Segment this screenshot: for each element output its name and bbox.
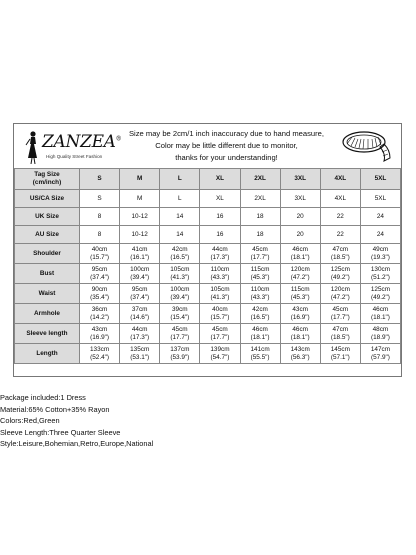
- table-cell: 46cm (18.1"): [280, 324, 320, 344]
- table-cell: S: [80, 190, 120, 208]
- table-cell: 40cm (15.7"): [80, 244, 120, 264]
- table-cell: XL: [200, 190, 240, 208]
- product-info: [0, 392, 153, 450]
- table-cell: 115cm (45.3"): [280, 284, 320, 304]
- table-cell: 46cm (18.1"): [280, 244, 320, 264]
- table-cell: 45cm (17.7"): [200, 324, 240, 344]
- row-label: Shoulder: [15, 244, 80, 264]
- table-cell: 105cm (41.3"): [160, 264, 200, 284]
- table-row: [15, 264, 401, 284]
- table-cell: 22: [320, 208, 360, 226]
- info-colors: Colors:Red,Green: [0, 416, 60, 426]
- table-cell: 5XL: [360, 190, 400, 208]
- table-row: [15, 304, 401, 324]
- measurement-notice: [124, 128, 329, 164]
- table-cell: 24: [360, 226, 400, 244]
- table-cell: 141cm (55.5"): [240, 344, 280, 364]
- table-cell: 45cm (17.7"): [240, 244, 280, 264]
- size-header: 2XL: [240, 169, 280, 190]
- info-sleeve-length: Sleeve Length:Three Quarter Sleeve: [0, 427, 121, 437]
- row-label: Length: [15, 344, 80, 364]
- table-cell: 43cm (16.9"): [280, 304, 320, 324]
- row-label: UK Size: [15, 208, 80, 226]
- table-cell: 45cm (17.7"): [320, 304, 360, 324]
- table-row: [15, 190, 401, 208]
- table-cell: 125cm (49.2"): [320, 264, 360, 284]
- row-label: Bust: [15, 264, 80, 284]
- brand-logo: [24, 130, 122, 166]
- table-cell: 42cm (16.5"): [240, 304, 280, 324]
- table-cell: 44cm (17.3"): [200, 244, 240, 264]
- measuring-tape-icon: [340, 128, 392, 164]
- table-cell: 36cm (14.2"): [80, 304, 120, 324]
- table-cell: 24: [360, 208, 400, 226]
- table-cell: 47cm (18.5"): [320, 244, 360, 264]
- table-cell: 145cm (57.1"): [320, 344, 360, 364]
- table-cell: 4XL: [320, 190, 360, 208]
- size-header: 5XL: [360, 169, 400, 190]
- table-cell: 45cm (17.7"): [160, 324, 200, 344]
- tag-size-header: Tag Size (cm/inch): [15, 169, 80, 190]
- table-cell: L: [160, 190, 200, 208]
- table-cell: 48cm (18.9"): [360, 324, 400, 344]
- size-header: 4XL: [320, 169, 360, 190]
- table-cell: M: [120, 190, 160, 208]
- size-header: L: [160, 169, 200, 190]
- table-cell: 39cm (15.4"): [160, 304, 200, 324]
- row-label: Sleeve length: [15, 324, 80, 344]
- table-header-row: [15, 169, 401, 190]
- table-cell: 47cm (18.5"): [320, 324, 360, 344]
- table-cell: 14: [160, 226, 200, 244]
- table-cell: 20: [280, 226, 320, 244]
- table-cell: 8: [80, 208, 120, 226]
- table-cell: 46cm (18.1"): [360, 304, 400, 324]
- table-cell: 120cm (47.2"): [320, 284, 360, 304]
- brand-tagline: High Quality Street Fashion: [46, 154, 103, 159]
- table-cell: 120cm (47.2"): [280, 264, 320, 284]
- table-cell: 43cm (16.9"): [80, 324, 120, 344]
- table-row: [15, 244, 401, 264]
- brand-name: ZANZEA®: [42, 132, 122, 152]
- table-cell: 147cm (57.9"): [360, 344, 400, 364]
- table-cell: 8: [80, 226, 120, 244]
- size-header: 3XL: [280, 169, 320, 190]
- table-cell: 46cm (18.1"): [240, 324, 280, 344]
- table-cell: 100cm (39.4"): [160, 284, 200, 304]
- size-header: XL: [200, 169, 240, 190]
- table-cell: 115cm (45.3"): [240, 264, 280, 284]
- table-cell: 95cm (37.4"): [80, 264, 120, 284]
- table-cell: 18: [240, 208, 280, 226]
- table-cell: 95cm (37.4"): [120, 284, 160, 304]
- table-cell: 16: [200, 208, 240, 226]
- table-row: [15, 324, 401, 344]
- table-cell: 100cm (39.4"): [120, 264, 160, 284]
- table-cell: 20: [280, 208, 320, 226]
- size-header: S: [80, 169, 120, 190]
- table-cell: 37cm (14.6"): [120, 304, 160, 324]
- size-header: M: [120, 169, 160, 190]
- size-chart-table: [14, 168, 401, 364]
- table-row: [15, 344, 401, 364]
- info-style: Style:Leisure,Bohemian,Retro,Europe,National: [0, 439, 154, 449]
- info-material: Material:65% Cotton+35% Rayon: [0, 404, 110, 414]
- table-cell: 105cm (41.3"): [200, 284, 240, 304]
- table-cell: 42cm (16.5"): [160, 244, 200, 264]
- table-cell: 41cm (16.1"): [120, 244, 160, 264]
- table-cell: 40cm (15.7"): [200, 304, 240, 324]
- table-cell: 143cm (56.3"): [280, 344, 320, 364]
- table-cell: 22: [320, 226, 360, 244]
- row-label: Waist: [15, 284, 80, 304]
- table-cell: 49cm (19.3"): [360, 244, 400, 264]
- table-cell: 133cm (52.4"): [80, 344, 120, 364]
- table-cell: 14: [160, 208, 200, 226]
- table-cell: 18: [240, 226, 280, 244]
- table-row: [15, 208, 401, 226]
- table-cell: 3XL: [280, 190, 320, 208]
- row-label: AU Size: [15, 226, 80, 244]
- model-silhouette-icon: [24, 130, 40, 164]
- size-chart-header: [14, 124, 401, 168]
- table-cell: 10-12: [120, 226, 160, 244]
- notice-line: thanks for your understanding!: [175, 153, 278, 162]
- info-package: Package included:1 Dress: [0, 393, 86, 402]
- table-cell: 16: [200, 226, 240, 244]
- table-cell: 10-12: [120, 208, 160, 226]
- table-cell: 137cm (53.9"): [160, 344, 200, 364]
- row-label: US/CA Size: [15, 190, 80, 208]
- notice-line: Color may be little different due to monitor,: [155, 141, 298, 150]
- notice-line: Size may be 2cm/1 inch inaccuracy due to hand measure,: [128, 129, 324, 138]
- table-cell: 130cm (51.2"): [360, 264, 400, 284]
- table-cell: 90cm (35.4"): [80, 284, 120, 304]
- table-cell: 110cm (43.3"): [200, 264, 240, 284]
- table-cell: 139cm (54.7"): [200, 344, 240, 364]
- table-cell: 2XL: [240, 190, 280, 208]
- table-cell: 135cm (53.1"): [120, 344, 160, 364]
- table-row: [15, 284, 401, 304]
- table-cell: 125cm (49.2"): [360, 284, 400, 304]
- table-cell: 110cm (43.3"): [240, 284, 280, 304]
- row-label: Armhole: [15, 304, 80, 324]
- table-row: [15, 226, 401, 244]
- table-cell: 44cm (17.3"): [120, 324, 160, 344]
